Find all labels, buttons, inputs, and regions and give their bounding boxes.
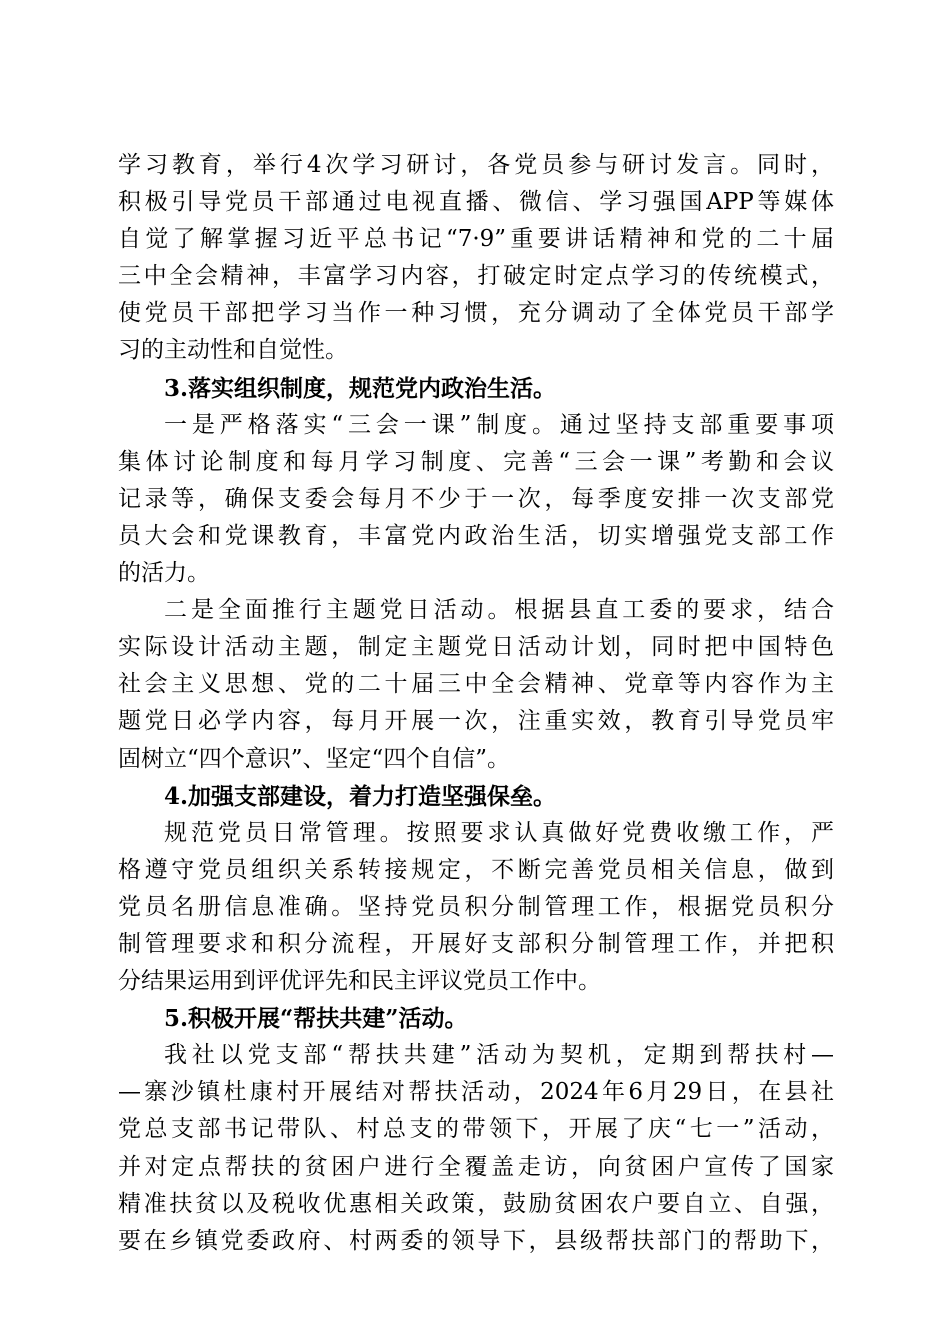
text-line: 实际设计活动主题，制定主题党日活动计划，同时把中国特色 (118, 634, 834, 661)
text-line: 使党员干部把学习当作一种习惯，充分调动了全体党员干部学 (118, 300, 834, 327)
text-line: 并对定点帮扶的贫困户进行全覆盖走访，向贫困户宣传了国家 (118, 1153, 834, 1180)
text-line: 规范党员日常管理。按照要求认真做好党费收缴工作，严 (164, 819, 834, 846)
document-page (118, 147, 834, 1260)
text-line: 三中全会精神，丰富学习内容，打破定时定点学习的传统模式， (118, 263, 834, 290)
text-line: 固树立“四个意识”、坚定“四个自信”。 (118, 745, 511, 772)
text-line: 格遵守党员组织关系转接规定，不断完善党员相关信息，做到 (118, 856, 834, 883)
paragraph-study-education (118, 147, 834, 370)
text-line: 精准扶贫以及税收优惠相关政策，鼓励贫困农户要自立、自强， (118, 1190, 834, 1217)
text-line: 自觉了解掌握习近平总书记“7·9”重要讲话精神和党的二十届 (118, 226, 834, 253)
section-heading-4: 4.加强支部建设，着力打造坚强保垒。 (164, 782, 557, 810)
text-line: 题党日必学内容，每月开展一次，注重实效，教育引导党员牢 (118, 708, 834, 735)
section-heading-5: 5.积极开展“帮扶共建”活动。 (164, 1005, 468, 1033)
text-line: 党总支部书记带队、村总支的带领下，开展了庆“七一”活动， (118, 1116, 834, 1143)
paragraph-three-meetings (118, 407, 834, 592)
text-line: 记录等，确保支委会每月不少于一次，每季度安排一次支部党 (118, 485, 834, 512)
text-line: 员大会和党课教育，丰富党内政治生活，切实增强党支部工作 (118, 522, 834, 549)
text-line: 我社以党支部“帮扶共建”活动为契机，定期到帮扶村— (164, 1042, 834, 1069)
text-line: 社会主义思想、党的二十届三中全会精神、党章等内容作为主 (118, 671, 834, 698)
text-line: 二是全面推行主题党日活动。根据县直工委的要求，结合 (164, 597, 834, 624)
text-line: 要在乡镇党委政府、村两委的领导下，县级帮扶部门的帮助下， (118, 1227, 834, 1254)
text-line: 的活力。 (118, 560, 210, 587)
paragraph-assistance (118, 1037, 834, 1260)
text-line: 一是严格落实“三会一课”制度。通过坚持支部重要事项 (164, 411, 834, 438)
text-line: 分结果运用到评优评先和民主评议党员工作中。 (118, 968, 601, 995)
section-heading-3: 3.落实组织制度，规范党内政治生活。 (164, 374, 557, 402)
text-line: 党员名册信息准确。坚持党员积分制管理工作，根据党员积分 (118, 893, 834, 920)
text-line: 习的主动性和自觉性。 (118, 337, 348, 364)
text-line: 积极引导党员干部通过电视直播、微信、学习强国APP等媒体 (118, 189, 834, 216)
paragraph-party-day (118, 592, 834, 777)
text-line: 学习教育，举行4次学习研讨，各党员参与研讨发言。同时， (118, 152, 834, 178)
paragraph-member-management (118, 815, 834, 1000)
text-line: 集体讨论制度和每月学习制度、完善“三会一课”考勤和会议 (118, 448, 834, 475)
text-line: —寨沙镇杜康村开展结对帮扶活动，2024年6月29日，在县社 (118, 1079, 834, 1106)
text-line: 制管理要求和积分流程，开展好支部积分制管理工作，并把积 (118, 930, 834, 957)
